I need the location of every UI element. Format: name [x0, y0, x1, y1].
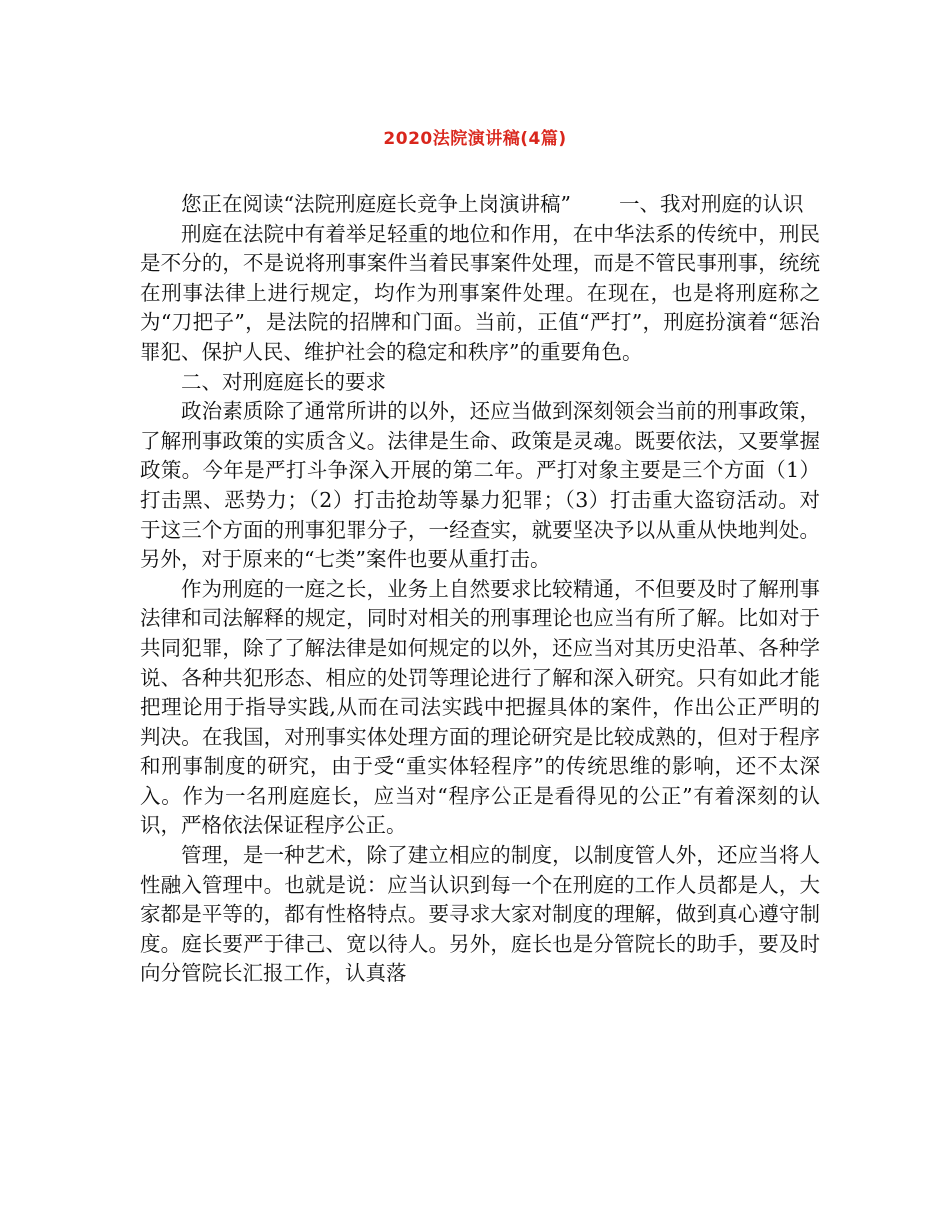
paragraph: 刑庭在法院中有着举足轻重的地位和作用，在中华法系的传统中，刑民是不分的，不是说将刑事案件当着民事案件处理，而是不管民事刑事，统统在刑事法律上进行规定，均作为刑事案件处理。在现在，也是将刑庭称之为“刀把子”，是法院的招牌和门面。当前，正值“严打”，刑庭扮演着“惩治罪犯、保护人民、维护社会的稳定和秩序”的重要角色。 — [140, 221, 820, 364]
paragraph: 管理，是一种艺术，除了建立相应的制度，以制度管人外，还应当将人性融入管理中。也就是说：应当认识到每一个在刑庭的工作人员都是人，大家都是平等的，都有性格特点。要寻求大家对制度的理解，做到真心遵守制度。庭长要严于律己、宽以待人。另外，庭长也是分管院长的助手，要及时向分管院长汇报工作，认真落 — [140, 843, 820, 986]
document-title: 2020法院演讲稿(4篇) — [383, 129, 567, 149]
document-body — [140, 190, 820, 989]
section-heading-1: 一、我对刑庭的认识 — [618, 192, 804, 216]
paragraph: 作为刑庭的一庭之长，业务上自然要求比较精通，不但要及时了解刑事法律和司法解释的规定，同时对相关的刑事理论也应当有所了解。比如对于共同犯罪，除了了解法律是如何规定的以外，还应当对其历史沿革、各种学说、各种共犯形态、相应的处罚等理论进行了解和深入研究。只有如此才能把理论用于指导实践,从而在司法实践中把握具体的案件，作出公正严明的判决。在我国，对刑事实体处理方面的理论研究是比较成熟的，但对于程序和刑事制度的研究，由于受“重实体轻程序”的传统思维的影响，还不太深入。作为一名刑庭庭长，应当对“程序公正是看得见的公正”有着深刻的认识，严格依法保证程序公正。 — [140, 576, 820, 838]
section-heading-2: 二、对刑庭庭长的要求 — [181, 369, 386, 394]
intro-line — [140, 190, 820, 220]
reading-note: 您正在阅读“法院刑庭庭长竞争上岗演讲稿” — [181, 192, 571, 216]
paragraph: 政治素质除了通常所讲的以外，还应当做到深刻领会当前的刑事政策，了解刑事政策的实质含义。法律是生命、政策是灵魂。既要依法，又要掌握政策。今年是严打斗争深入开展的第二年。严打对象主要是三个方面（1）打击黑、恶势力；（2）打击抢劫等暴力犯罪；（3）打击重大盗窃活动。对于这三个方面的刑事犯罪分子，一经查实，就要坚决予以从重从快地判处。另外，对于原来的“七类”案件也要从重打击。 — [140, 399, 820, 572]
